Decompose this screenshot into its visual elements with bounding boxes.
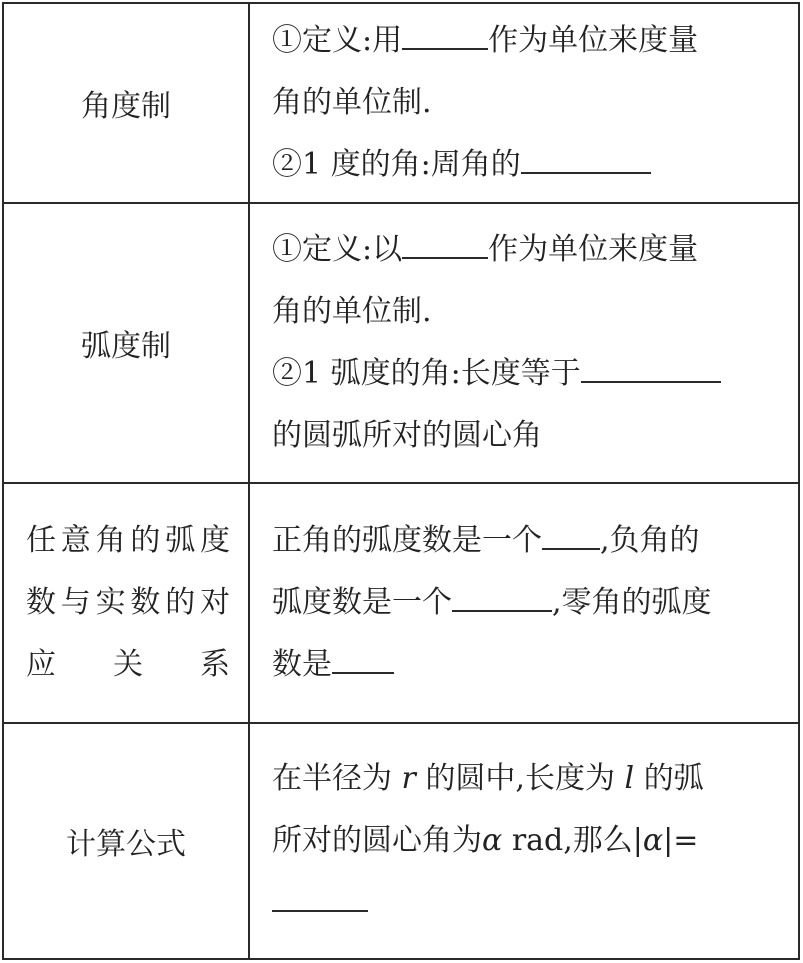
row-label-correspondence: 任意角的弧度数与实数的对应关系	[3, 483, 249, 723]
text-line: 角的单位制.	[272, 294, 432, 329]
text-segment: rad,那么|	[511, 823, 643, 858]
answer-blank	[521, 136, 651, 174]
text-line	[272, 872, 780, 934]
table-row	[3, 203, 799, 483]
text-line	[272, 10, 780, 72]
text-segment: 的弧	[643, 761, 704, 796]
row-label-radian: 弧度制	[3, 203, 249, 483]
text-line	[272, 219, 780, 281]
text-segment: 的圆中,长度为	[425, 761, 615, 796]
text-line	[272, 572, 780, 634]
row-content-correspondence	[249, 483, 799, 723]
text-segment: 作为单位来度量	[488, 23, 699, 58]
variable-r: r	[401, 761, 416, 796]
text-segment: 数是	[272, 647, 332, 682]
row-content-degree	[249, 3, 799, 203]
text-segment: ,零角的弧度	[552, 585, 712, 620]
text-line: 角的单位制.	[272, 85, 432, 120]
text-line	[272, 634, 780, 696]
answer-blank	[542, 512, 600, 550]
text-segment: ②1 度的角:周角的	[272, 147, 521, 182]
text-line: 的圆弧所对的圆心角	[272, 418, 542, 453]
answer-blank	[332, 636, 394, 674]
text-line	[272, 748, 780, 810]
variable-l: l	[624, 761, 635, 796]
reference-table	[2, 2, 800, 960]
text-line	[272, 810, 780, 872]
text-segment: 弧度数是一个	[272, 585, 452, 620]
row-content-radian	[249, 203, 799, 483]
answer-blank	[452, 574, 552, 612]
text-segment: ①定义:用	[272, 23, 403, 58]
table-row	[3, 483, 799, 723]
variable-alpha: α	[642, 823, 664, 858]
text-segment: 在半径为	[272, 761, 392, 796]
text-line	[272, 134, 780, 196]
text-segment: ,负角的	[600, 523, 700, 558]
text-line	[272, 343, 780, 405]
text-segment: ①定义:以	[272, 232, 403, 267]
row-label-formula: 计算公式	[3, 723, 249, 959]
table-row	[3, 3, 799, 203]
text-segment: 所对的圆心角为	[272, 823, 482, 858]
text-segment: 正角的弧度数是一个	[272, 523, 542, 558]
variable-alpha: α	[482, 823, 503, 858]
answer-blank	[402, 12, 488, 50]
text-segment: ②1 弧度的角:长度等于	[272, 356, 581, 391]
answer-blank	[581, 345, 721, 383]
row-content-formula	[249, 723, 799, 959]
answer-blank	[272, 874, 368, 912]
row-label-degree: 角度制	[3, 3, 249, 203]
text-line	[272, 510, 780, 572]
table-row	[3, 723, 799, 959]
text-segment: 作为单位来度量	[488, 232, 699, 267]
text-segment: |=	[663, 823, 699, 858]
answer-blank	[402, 221, 488, 259]
